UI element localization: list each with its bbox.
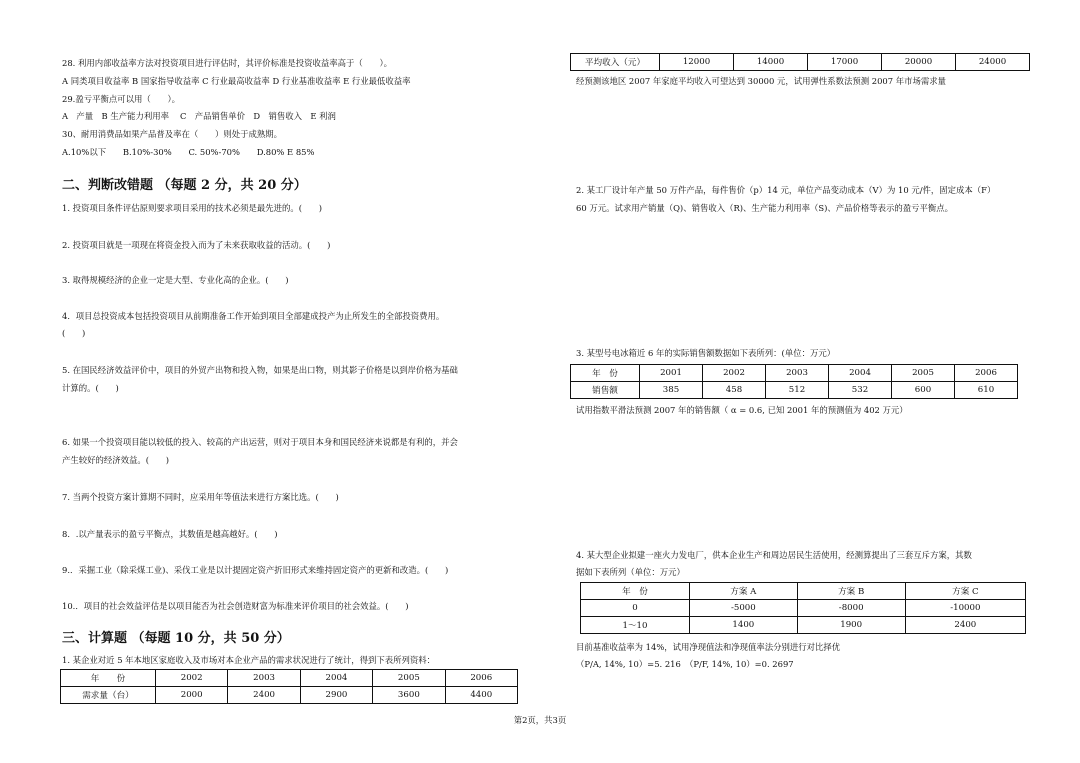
demand-table — [60, 669, 518, 704]
table-cell: 610 — [955, 382, 1018, 399]
tf-question-4-line1: 4．项目总投资成本包括投资项目从前期准备工作开始到项目全部建成投产为止所发生的全部投资费用。 — [62, 311, 445, 321]
table-row — [571, 365, 1018, 382]
calc-question-4-line4: （P/A, 14%, 10）=5. 216 （P/F, 14%, 10）=0. 2697 — [576, 659, 794, 669]
table-cell: 0 — [581, 600, 690, 617]
question-30: 30、耐用消费品如果产品普及率在（ ）则处于成熟期。 — [62, 129, 283, 139]
table-cell: 平均收入（元） — [571, 54, 660, 71]
table-row — [571, 382, 1018, 399]
tf-question-10: 10.．项目的社会效益评估是以项目能否为社会创造财富为标准来评价项目的社会效益。( ) — [62, 601, 409, 611]
table-cell: 2003 — [766, 365, 829, 382]
table-row — [61, 670, 518, 687]
table-cell: 24000 — [956, 54, 1030, 71]
section-2-title: 二、判断改错题 （每题 2 分，共 20 分） — [62, 178, 307, 193]
tf-question-4-line2: ( ) — [62, 328, 86, 338]
table-cell: 14000 — [734, 54, 808, 71]
table-cell: -5000 — [690, 600, 798, 617]
tf-question-3: 3. 取得规模经济的企业一定是大型、专业化高的企业。( ) — [62, 275, 289, 285]
table-cell: 需求量（台） — [61, 687, 156, 704]
table-cell: 方案 A — [690, 583, 798, 600]
calc-question-4-line1: 4. 某大型企业拟建一座火力发电厂，供本企业生产和周边居民生活使用，经测算提出了三套互斥方案，其数 — [576, 550, 972, 560]
tf-question-7: 7. 当两个投资方案计算期不同时，应采用年等值法来进行方案比选。( ) — [62, 492, 339, 502]
table-cell: -10000 — [905, 600, 1025, 617]
table-cell: 600 — [892, 382, 955, 399]
tf-question-5-line2: 计算的。( ) — [62, 383, 119, 393]
table-cell: 512 — [766, 382, 829, 399]
table-row — [571, 54, 1030, 71]
table-cell: 年 份 — [61, 670, 156, 687]
question-28: 28. 利用内部收益率方法对投资项目进行评估时，其评价标准是投资收益率高于（ ）。 — [62, 58, 393, 68]
table-cell: 2002 — [703, 365, 766, 382]
table-cell: 2900 — [300, 687, 372, 704]
table-cell: 2003 — [228, 670, 300, 687]
table-cell: 532 — [829, 382, 892, 399]
table-cell: 2400 — [228, 687, 300, 704]
table-cell: 2400 — [905, 617, 1025, 634]
plans-table — [580, 582, 1026, 634]
table-cell: 销售额 — [571, 382, 640, 399]
tf-question-5-line1: 5. 在国民经济效益评价中，项目的外贸产出物和投入物，如果是出口物，则其影子价格是以到岸价格为基础 — [62, 365, 458, 375]
tf-question-9: 9.．采掘工业（除采煤工业)、采伐工业是以计提固定资产折旧形式来维持固定资产的更新和改造。( ) — [62, 565, 449, 575]
page-footer: 第2页，共3页 — [513, 715, 567, 725]
table-cell: 2005 — [373, 670, 445, 687]
tf-question-6-line1: 6. 如果一个投资项目能以较低的投入、较高的产出运营，则对于项目本身和国民经济来说都是有利的，并会 — [62, 437, 458, 447]
section-3-title: 三、计算题 （每题 10 分，共 50 分） — [62, 631, 290, 646]
calc-question-3-line1: 3. 某型号电冰箱近 6 年的实际销售额数据如下表所列：(单位：万元） — [576, 348, 836, 358]
question-30-options: A.10%以下 B.10%-30% C. 50%-70% D.80% E 85% — [62, 147, 315, 157]
tf-question-1: 1. 投资项目条件评估原则要求项目采用的技术必须是最先进的。( ) — [62, 203, 323, 213]
tf-question-8: 8．.以产量表示的盈亏平衡点，其数值是越高越好。( ) — [62, 529, 278, 539]
table-cell: 2006 — [445, 670, 517, 687]
table-cell: -8000 — [797, 600, 905, 617]
table-cell: 2002 — [156, 670, 228, 687]
table-cell: 1400 — [690, 617, 798, 634]
table-cell: 方案 B — [797, 583, 905, 600]
table-cell: 年 份 — [571, 365, 640, 382]
sales-table — [570, 364, 1018, 399]
table-cell: 方案 C — [905, 583, 1025, 600]
table-row — [61, 687, 518, 704]
calc-question-4-line3: 目前基准收益率为 14%，试用净现值法和净现值率法分别进行对比择优 — [576, 642, 841, 652]
table-cell: 年 份 — [581, 583, 690, 600]
table-cell: 2005 — [892, 365, 955, 382]
tf-question-2: 2. 投资项目就是一项现在将资金投入而为了未来获取收益的活动。( ) — [62, 240, 331, 250]
question-29-options: A 产量 B 生产能力利用率 C 产品销售单价 D 销售收入 E 利润 — [62, 111, 336, 121]
table-cell: 17000 — [808, 54, 882, 71]
table-cell: 385 — [640, 382, 703, 399]
income-table — [570, 53, 1030, 71]
table-cell: 4400 — [445, 687, 517, 704]
table-cell: 2000 — [156, 687, 228, 704]
calc-question-1: 1. 某企业对近 5 年本地区家庭收入及市场对本企业产品的需求状况进行了统计，得到下表所列资料： — [62, 655, 436, 665]
table-row — [581, 600, 1026, 617]
table-cell: 2001 — [640, 365, 703, 382]
calc-question-2-line1: 2. 某工厂设计年产量 50 万件产品，每件售价（p）14 元，单位产品变动成本（V）为 10 元/件，固定成本（F） — [576, 185, 996, 195]
income-note: 经预测该地区 2007 年家庭平均收入可望达到 30000 元，试用弹性系数法预测 2007 年市场需求量 — [576, 76, 946, 86]
table-cell: 3600 — [373, 687, 445, 704]
table-cell: 1～10 — [581, 617, 690, 634]
calc-question-4-line2: 据如下表所列（单位：万元） — [576, 567, 685, 577]
tf-question-6-line2: 产生较好的经济效益。( ) — [62, 455, 170, 465]
question-29: 29.盈亏平衡点可以用（ ）。 — [62, 94, 180, 104]
table-cell: 1900 — [797, 617, 905, 634]
calc-question-3-line2: 试用指数平滑法预测 2007 年的销售额（ α = 0.6, 已知 2001 年的预测值为 402 万元） — [576, 405, 908, 415]
table-cell: 2004 — [300, 670, 372, 687]
table-cell: 2004 — [829, 365, 892, 382]
table-row — [581, 583, 1026, 600]
table-cell: 2006 — [955, 365, 1018, 382]
calc-question-2-line2: 60 万元。试求用产销量（Q)、销售收入（R)、生产能力利用率（S)、产品价格等表示的盈亏平衡点。 — [576, 203, 954, 213]
question-28-options: A 同类项目收益率 B 国家指导收益率 C 行业最高收益率 D 行业基准收益率 E 行业最低收益率 — [62, 76, 411, 86]
table-cell: 12000 — [660, 54, 734, 71]
table-cell: 20000 — [882, 54, 956, 71]
table-cell: 458 — [703, 382, 766, 399]
table-row — [581, 617, 1026, 634]
